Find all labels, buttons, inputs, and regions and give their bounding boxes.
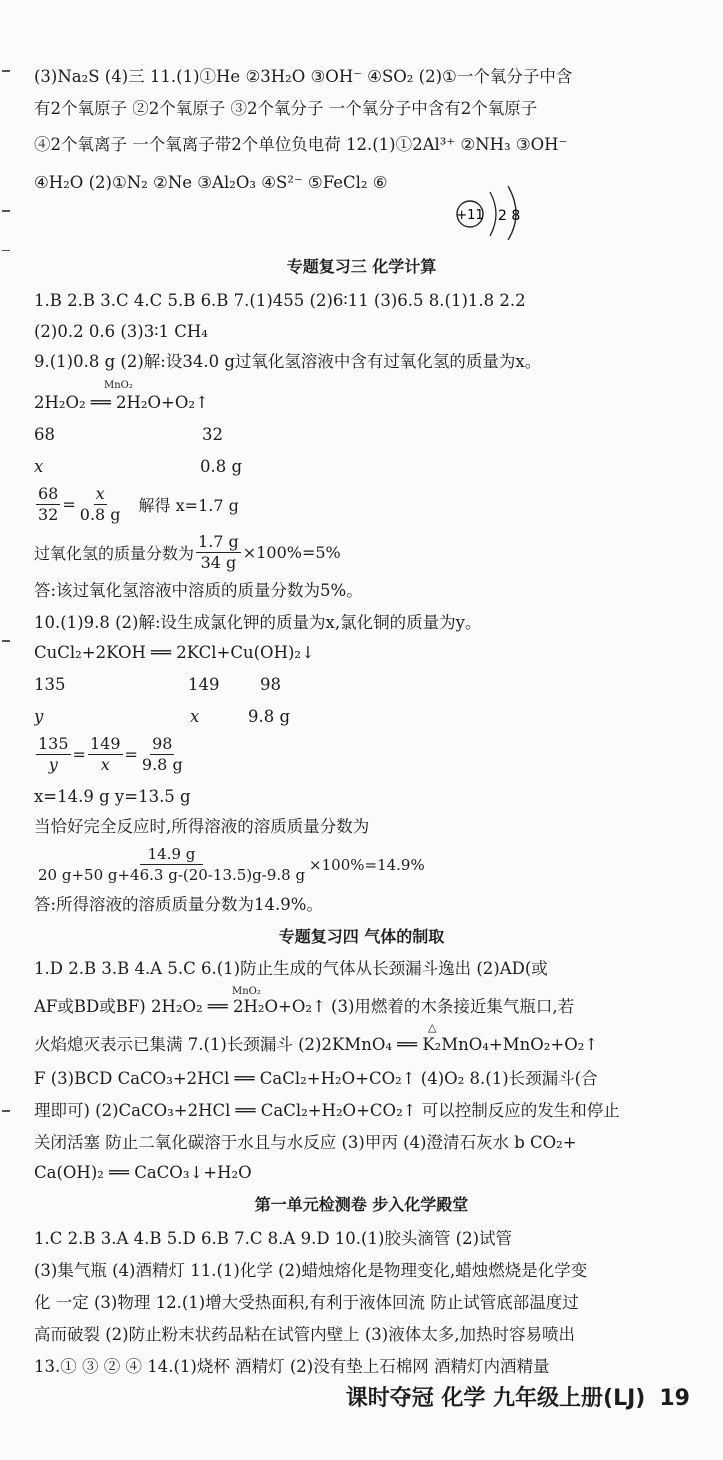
catalyst-label: MnO₂	[232, 986, 261, 997]
equation-prefix: 过氧化氢的质量分数为	[34, 544, 195, 563]
fraction-denominator: 9.8 g	[141, 755, 183, 774]
heat-symbol: △	[428, 1022, 437, 1034]
ratio-value: 135	[34, 675, 66, 694]
fraction-denominator: 34 g	[200, 553, 237, 572]
text-line: (3)集气瓶 (4)酒精灯 11.(1)化学 (2)蜡烛熔化是物理变化,蜡烛燃烧是化学变	[34, 1261, 588, 1280]
variable: x	[190, 707, 200, 726]
text-line: AF或BD或BF) 2H₂O₂ ══ 2H₂O+O₂↑ (3)用燃着的木条接近集气瓶口,若	[34, 997, 575, 1016]
atom-structure-diagram	[452, 180, 542, 240]
ratio-value: 98	[260, 675, 281, 694]
fraction-numerator: 1.7 g	[198, 532, 239, 551]
electron-shell-1	[490, 192, 496, 236]
fraction-numerator: x	[95, 484, 105, 503]
text-line: 9.(1)0.8 g (2)解:设34.0 g过氧化氢溶液中含有过氧化氢的质量为x。	[34, 352, 542, 371]
text-line: (3)Na₂S (4)三 11.(1)①He ②3H₂O ③OH⁻ ④SO₂ (2)①一个氧分子中含	[34, 67, 573, 86]
text-line: 有2个氧原子 ②2个氧原子 ③2个氧分子 一个氧分子中含有2个氧原子	[34, 99, 538, 118]
text-line: 关闭活塞 防止二氧化碳溶于水且与水反应 (3)甲丙 (4)澄清石灰水 b CO₂+	[34, 1133, 577, 1152]
mass-fraction-equation	[34, 844, 425, 885]
binding-mark	[2, 640, 10, 642]
binding-mark	[2, 1110, 10, 1112]
answer-line: 答:所得溶液的溶质质量分数为14.9%。	[34, 895, 323, 914]
binding-mark	[2, 210, 10, 212]
shell-electrons: 2 8	[498, 208, 521, 224]
binding-mark	[2, 70, 10, 72]
fraction-denominator: 20 g+50 g+46.3 g-(20-13.5)g-9.8 g	[38, 866, 306, 884]
known-mass: 0.8 g	[200, 457, 243, 476]
binding-mark	[2, 250, 10, 251]
fraction-denominator: y	[48, 755, 58, 774]
fraction-numerator: 98	[152, 734, 173, 753]
page-footer	[0, 1382, 690, 1416]
fraction-denominator: 32	[38, 505, 59, 524]
fraction-numerator: 14.9 g	[140, 844, 204, 865]
section-heading: 第一单元检测卷 步入化学殿堂	[254, 1195, 469, 1214]
variable: x	[34, 457, 44, 476]
text-line: ④2个氧离子 一个氧离子带2个单位负电荷 12.(1)①2Al³⁺ ②NH₃ ③OH⁻	[34, 135, 568, 154]
book-title: 课时夺冠 化学 九年级上册(LJ)	[345, 1386, 646, 1411]
text-line: 10.(1)9.8 (2)解:设生成氯化钾的质量为x,氯化铜的质量为y。	[34, 613, 482, 632]
ratio-value: 32	[202, 425, 223, 444]
section-heading: 专题复习四 气体的制取	[278, 927, 445, 946]
nucleus-charge: +11	[456, 208, 484, 223]
variable: y	[34, 707, 44, 726]
chemical-equation: CuCl₂+2KOH ══ 2KCl+Cu(OH)₂↓	[34, 643, 315, 662]
answer-line: 答:该过氧化氢溶液中溶质的质量分数为5%。	[34, 581, 363, 600]
ratio-value: 149	[188, 675, 220, 694]
page-number: 19	[659, 1386, 690, 1411]
text-line: ④H₂O (2)①N₂ ②Ne ③Al₂O₃ ④S²⁻ ⑤FeCl₂ ⑥	[34, 173, 388, 192]
proportion-equation: $\frac{68}{32}$ = $\frac{x}{0.8 g}$ 解得 x=1.7 g	[38, 484, 239, 524]
solution-text: 解得 x=1.7 g	[138, 496, 239, 515]
text-line: 火焰熄灭表示已集满 7.(1)长颈漏斗 (2)2KMnO₄ ══ K₂MnO₄+MnO₂+O₂↑	[34, 1035, 599, 1054]
fraction-numerator: 68	[38, 484, 59, 503]
text-line: 1.C 2.B 3.A 4.B 5.D 6.B 7.C 8.A 9.D 10.(1)胶头滴管 (2)试管	[34, 1229, 513, 1248]
text-line: 1.B 2.B 3.C 4.C 5.B 6.B 7.(1)455 (2)6∶11 (3)6.5 8.(1)1.8 2.2	[34, 291, 526, 310]
fraction-denominator: x	[100, 755, 110, 774]
chemical-equation: 2H₂O₂ ══ 2H₂O+O₂↑	[34, 393, 209, 412]
fraction-denominator: 0.8 g	[79, 505, 121, 524]
text-line: Ca(OH)₂ ══ CaCO₃↓+H₂O	[34, 1163, 252, 1182]
text-line: 当恰好完全反应时,所得溶液的溶质质量分数为	[34, 817, 370, 836]
text-line: 高而破裂 (2)防止粉末状药品粘在试管内壁上 (3)液体太多,加热时容易喷出	[34, 1325, 575, 1344]
ratio-value: 68	[34, 425, 55, 444]
percentage-equation	[34, 532, 341, 573]
text-line: 1.D 2.B 3.B 4.A 5.C 6.(1)防止生成的气体从长颈漏斗逸出 (2)AD(或	[34, 959, 548, 978]
equation-suffix: ×100%=14.9%	[309, 855, 425, 874]
known-mass: 9.8 g	[248, 707, 291, 726]
section-heading: 专题复习三 化学计算	[286, 257, 437, 276]
text-line: 理即可) (2)CaCO₃+2HCl ══ CaCl₂+H₂O+CO₂↑ 可以控制反应的发生和停止	[34, 1101, 620, 1120]
text-line: 13.① ③ ② ④ 14.(1)烧杯 酒精灯 (2)没有垫上石棉网 酒精灯内酒精量	[34, 1357, 550, 1376]
text-line: 化 一定 (3)物理 12.(1)增大受热面积,有利于液体回流 防止试管底部温度过	[34, 1293, 579, 1312]
text-line: (2)0.2 0.6 (3)3∶1 CH₄	[34, 322, 208, 341]
text-line: F (3)BCD CaCO₃+2HCl ══ CaCl₂+H₂O+CO₂↑ (4)O₂ 8.(1)长颈漏斗(合	[34, 1069, 598, 1088]
proportion-equation: $\frac{135}{y}$ = $\frac{149}{x}$ = $\frac{98}{9.8 g}$	[38, 734, 183, 774]
equation-suffix: ×100%=5%	[242, 543, 341, 562]
catalyst-label: MnO₂	[104, 380, 133, 391]
fraction-numerator: 149	[89, 734, 121, 753]
solution-text: x=14.9 g y=13.5 g	[34, 787, 191, 806]
fraction-numerator: 135	[38, 734, 69, 753]
